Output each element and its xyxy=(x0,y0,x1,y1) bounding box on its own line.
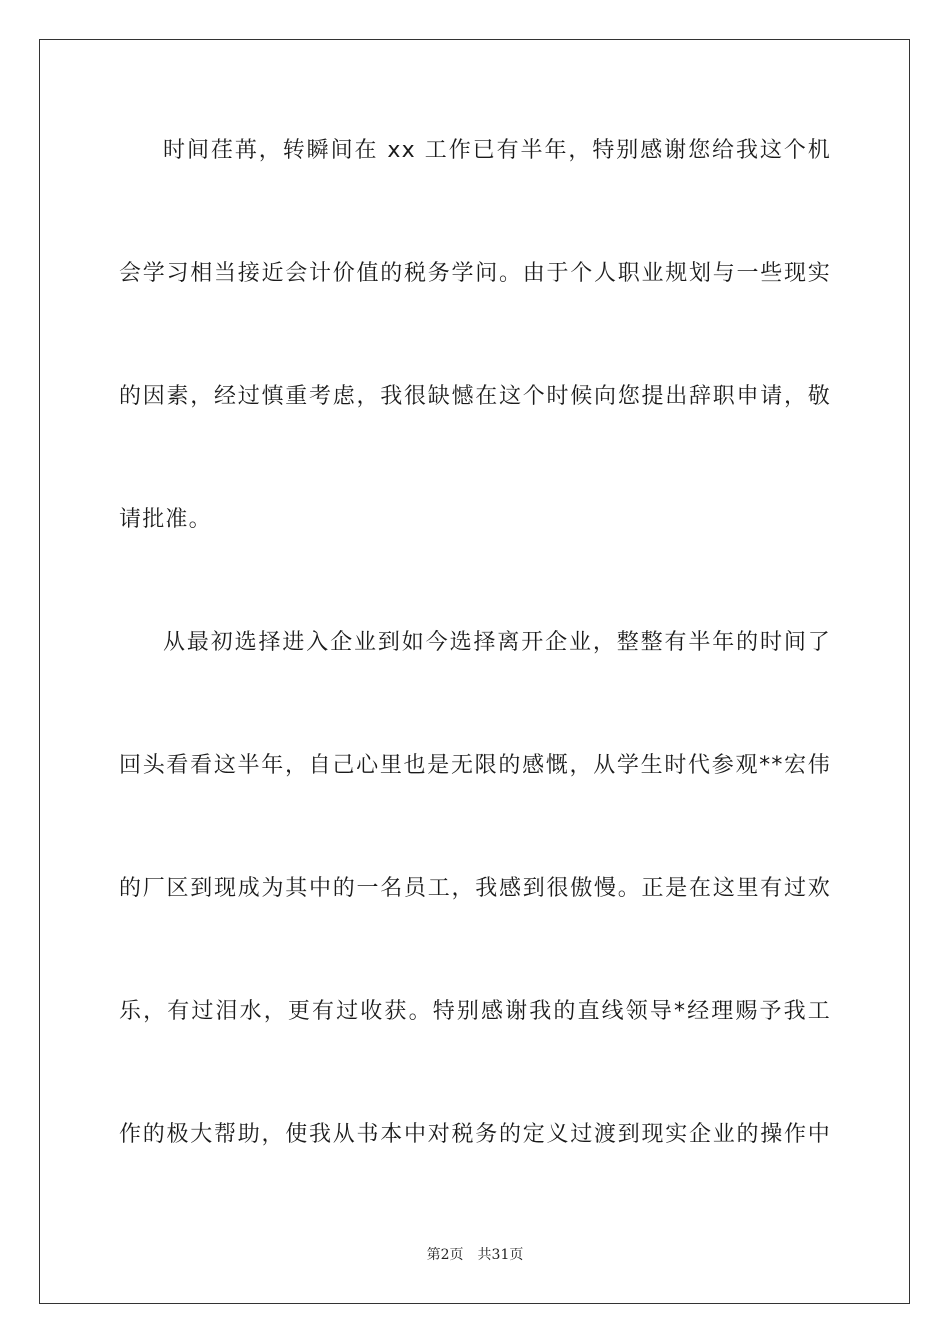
paragraph-1-line-1: 时间荏苒，转瞬间在 xx 工作已有半年，特别感谢您给我这个机 xyxy=(163,138,831,163)
paragraph-2-line-2: 回头看看这半年，自己心里也是无限的感慨，从学生时代参观**宏伟 xyxy=(119,753,831,778)
page-number: 第2页 xyxy=(426,1247,464,1263)
paragraph-2-line-3: 的厂区到现成为其中的一名员工，我感到很傲慢。正是在这里有过欢 xyxy=(119,876,831,901)
page-footer xyxy=(0,1245,950,1265)
total-pages: 共31页 xyxy=(477,1247,524,1263)
paragraph-1-line-3: 的因素，经过慎重考虑，我很缺憾在这个时候向您提出辞职申请，敬 xyxy=(119,384,831,409)
paragraph-2-line-4: 乐，有过泪水，更有过收获。特别感谢我的直线领导*经理赐予我工 xyxy=(119,999,831,1024)
page-border xyxy=(39,39,910,1304)
paragraph-2-line-1: 从最初选择进入企业到如今选择离开企业，整整有半年的时间了 xyxy=(163,630,831,655)
paragraph-2-line-5: 作的极大帮助，使我从书本中对税务的定义过渡到现实企业的操作中 xyxy=(119,1122,831,1147)
paragraph-1-line-4: 请批准。 xyxy=(119,507,212,532)
paragraph-1-line-2: 会学习相当接近会计价值的税务学问。由于个人职业规划与一些现实 xyxy=(119,261,831,286)
